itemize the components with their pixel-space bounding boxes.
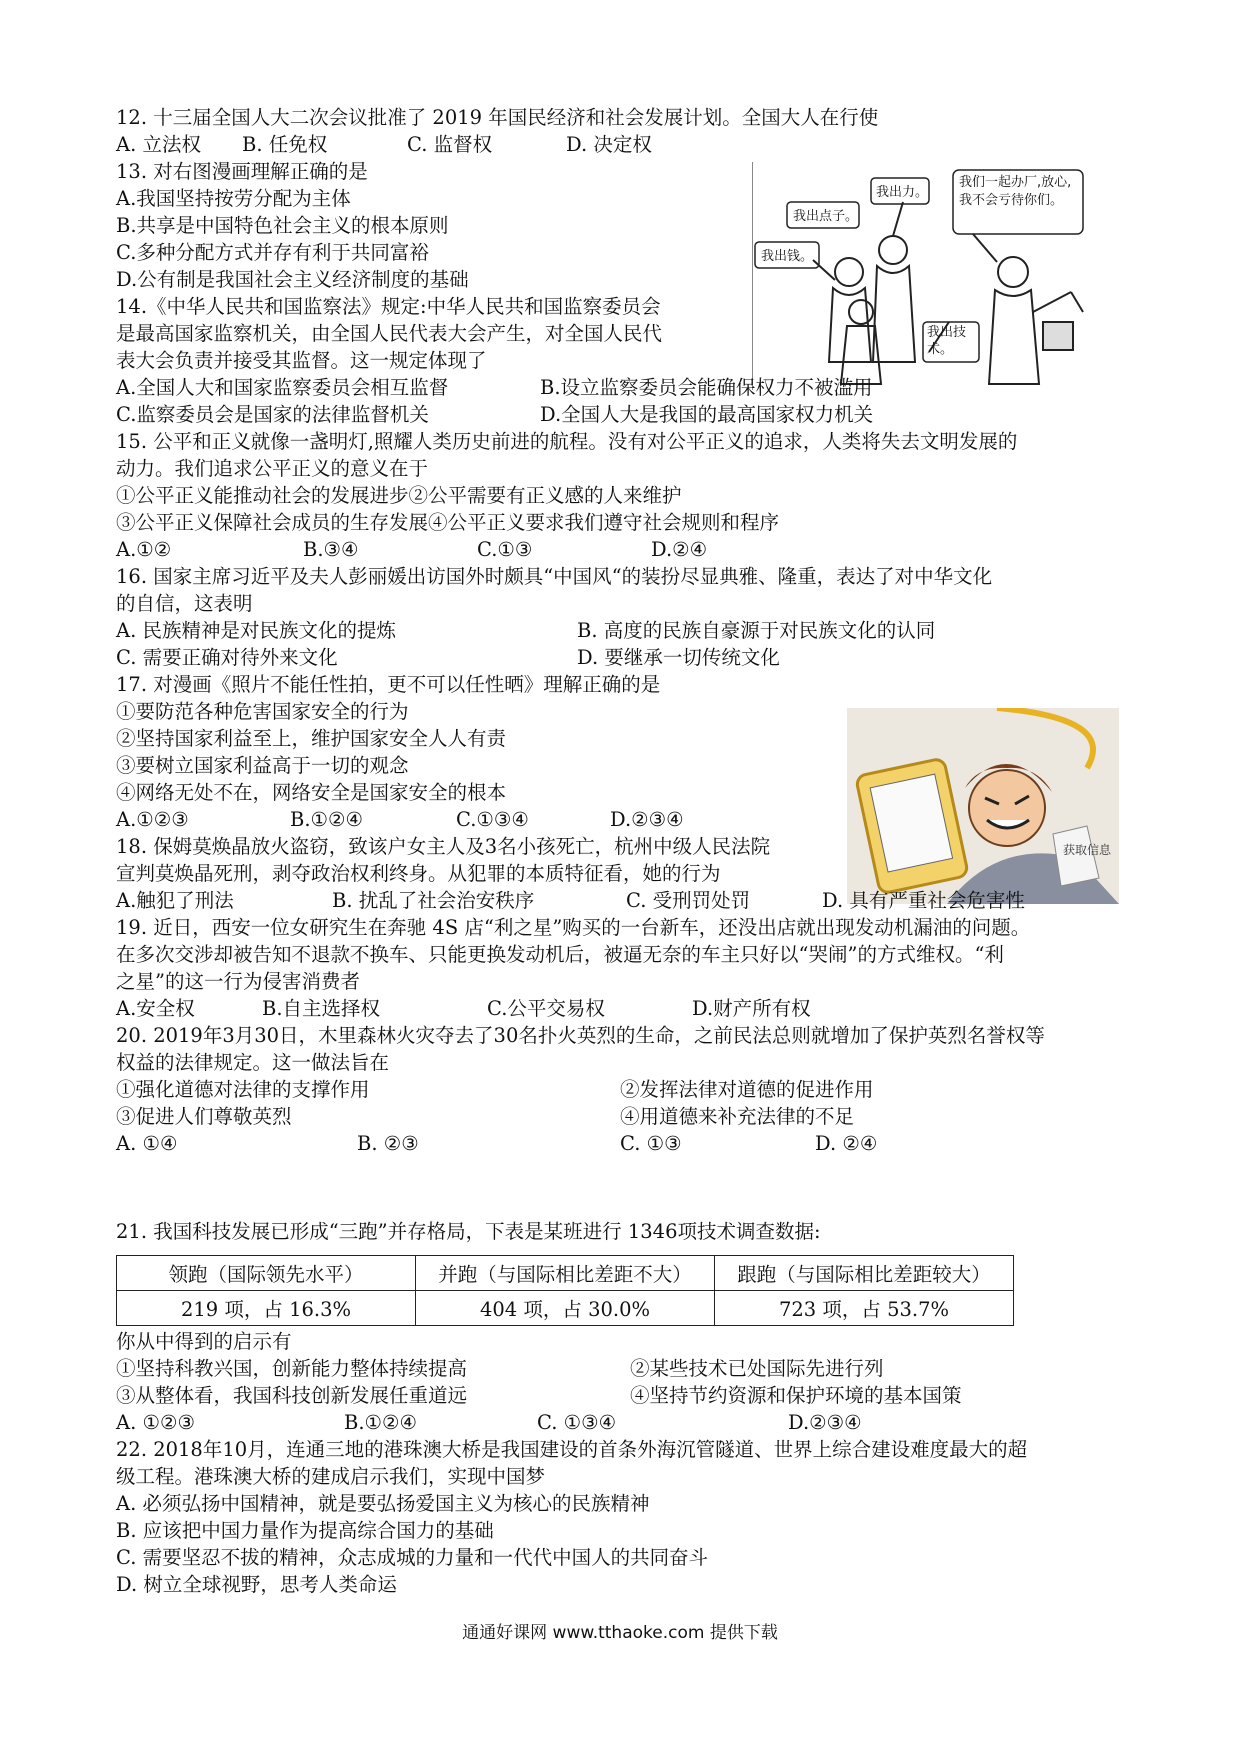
photo-privacy-cartoon bbox=[847, 708, 1119, 904]
q14-stem-line-2: 是最高国家监察机关，由全国人民代表大会产生，对全国人民代 bbox=[116, 322, 663, 345]
q19-option-c: C.公平交易权 bbox=[487, 997, 605, 1020]
cartoon-drawing bbox=[753, 162, 1115, 390]
q21-option-a: A. ①②③ bbox=[116, 1411, 195, 1434]
q22-stem-line-2: 级工程。港珠澳大桥的建成启示我们，实现中国梦 bbox=[116, 1465, 546, 1488]
q14-option-b: B.设立监察委员会能确保权力不被滥用 bbox=[540, 376, 873, 399]
q18-stem-line-1: 18. 保姆莫焕晶放火盗窃，致该户女主人及3名小孩死亡，杭州中级人民法院 bbox=[116, 835, 771, 858]
q18-option-a: A.触犯了刑法 bbox=[116, 889, 234, 912]
q20-option-d: D. ②④ bbox=[815, 1132, 878, 1155]
q15-stem-line-2: 动力。我们追求公平正义的意义在于 bbox=[116, 457, 429, 480]
q21-stem: 21. 我国科技发展已形成“三跑”并存格局，下表是某班进行 1346项技术调查数据: bbox=[116, 1220, 821, 1243]
q21-item-2: ②某些技术已处国际先进行列 bbox=[630, 1357, 884, 1380]
q16-stem-line-1: 16. 国家主席习近平及夫人彭丽媛出访国外时颇具“中国风“的装扮尽显典雅、隆重，表达了对中华文化 bbox=[116, 565, 993, 588]
q12-option-d: D. 决定权 bbox=[566, 133, 652, 156]
q17-stem: 17. 对漫画《照片不能任性拍，更不可以任性晒》理解正确的是 bbox=[116, 673, 661, 696]
q14-option-d: D.全国人大是我国的最高国家权力机关 bbox=[540, 403, 874, 426]
q19-option-d: D.财产所有权 bbox=[692, 997, 811, 1020]
q20-item-2: ②发挥法律对道德的促进作用 bbox=[620, 1078, 874, 1101]
q12-option-c: C. 监督权 bbox=[407, 133, 493, 156]
cartoon-bag-label: 获取信息 bbox=[1063, 843, 1112, 857]
cartoon-bubble-1: 我出点子。 bbox=[793, 209, 859, 224]
q12-option-b: B. 任免权 bbox=[242, 133, 328, 156]
q14-stem-line-3: 表大会负责并接受其监督。这一规定体现了 bbox=[116, 349, 487, 372]
q17-item-3: ③要树立国家利益高于一切的观念 bbox=[116, 754, 409, 777]
q22-option-a: A. 必须弘扬中国精神，就是要弘扬爱国主义为核心的民族精神 bbox=[116, 1492, 650, 1515]
q22-option-b: B. 应该把中国力量作为提高综合国力的基础 bbox=[116, 1519, 494, 1542]
table-row bbox=[117, 1291, 1014, 1326]
table-cell: 404 项，占 30.0% bbox=[416, 1291, 715, 1326]
table-cell: 723 项，占 53.7% bbox=[715, 1291, 1014, 1326]
q17-item-4: ④网络无处不在，网络安全是国家安全的根本 bbox=[116, 781, 507, 804]
table-header-cell: 跟跑（与国际相比差距较大） bbox=[715, 1256, 1014, 1291]
q22-option-d: D. 树立全球视野，思考人类命运 bbox=[116, 1573, 397, 1596]
table-header-cell: 并跑（与国际相比差距不大） bbox=[416, 1256, 715, 1291]
table-cell: 219 项，占 16.3% bbox=[117, 1291, 416, 1326]
q18-stem-line-2: 宣判莫焕晶死刑，剥夺政治权利终身。从犯罪的本质特征看，她的行为 bbox=[116, 862, 721, 885]
q17-option-b: B.①②④ bbox=[290, 808, 363, 831]
q21-option-c: C. ①③④ bbox=[537, 1411, 617, 1434]
q18-option-c: C. 受刑罚处罚 bbox=[626, 889, 751, 912]
q18-option-d: D. 具有严重社会危害性 bbox=[822, 889, 1025, 912]
q20-stem-line-1: 20. 2019年3月30日，木里森林火灾夺去了30名扑火英烈的生命，之前民法总则就增加了保护英烈名誉权等 bbox=[116, 1024, 1045, 1047]
q19-stem-line-2: 在多次交涉却被告知不退款不换车、只能更换发动机后，被逼无奈的车主只好以“哭闹”的方式维权。“利 bbox=[116, 943, 1004, 966]
q12-stem: 12. 十三届全国人大二次会议批准了 2019 年国民经济和社会发展计划。全国大人在行使 bbox=[116, 106, 879, 129]
q16-stem-line-2: 的自信，这表明 bbox=[116, 592, 253, 615]
q21-item-1: ①坚持科教兴国，创新能力整体持续提高 bbox=[116, 1357, 468, 1380]
q13-option-d: D.公有制是我国社会主义经济制度的基础 bbox=[116, 268, 469, 291]
q20-item-1: ①强化道德对法律的支撑作用 bbox=[116, 1078, 370, 1101]
q19-stem-line-1: 19. 近日，西安一位女研究生在奔驰 4S 店“利之星”购买的一台新车，还没出店就出现发动机漏油的问题。 bbox=[116, 916, 1031, 939]
cartoon-bubble-5: 我出技术。 bbox=[927, 325, 967, 357]
page-footer: 通通好课网 www.tthaoke.com 提供下载 bbox=[462, 1623, 778, 1643]
q17-item-1: ①要防范各种危害国家安全的行为 bbox=[116, 700, 409, 723]
q19-option-b: B.自主选择权 bbox=[262, 997, 381, 1020]
q17-item-2: ②坚持国家利益至上，维护国家安全人人有责 bbox=[116, 727, 507, 750]
q16-option-c: C. 需要正确对待外来文化 bbox=[116, 646, 338, 669]
q17-option-a: A.①②③ bbox=[116, 808, 189, 831]
q14-option-a: A.全国人大和国家监察委员会相互监督 bbox=[116, 376, 449, 399]
q12-option-a: A. 立法权 bbox=[116, 133, 201, 156]
tech-survey-table bbox=[116, 1255, 1014, 1326]
q15-items-line-2: ③公平正义保障社会成员的生存发展④公平正义要求我们遵守社会规则和程序 bbox=[116, 511, 780, 534]
q16-option-d: D. 要继承一切传统文化 bbox=[577, 646, 780, 669]
cartoon-drawing-2 bbox=[847, 708, 1119, 904]
q21-item-3: ③从整体看，我国科技创新发展任重道远 bbox=[116, 1384, 468, 1407]
q15-option-a: A.①② bbox=[116, 538, 172, 561]
q19-stem-line-3: 之星”的这一行为侵害消费者 bbox=[116, 970, 360, 993]
q13-stem: 13. 对右图漫画理解正确的是 bbox=[116, 160, 368, 183]
q15-stem-line-1: 15. 公平和正义就像一盏明灯,照耀人类历史前进的航程。没有对公平正义的追求，人类将失去文明发展的 bbox=[116, 430, 1018, 453]
q22-stem-line-1: 22. 2018年10月，连通三地的港珠澳大桥是我国建设的首条外海沉管隧道、世界上综合建设难度最大的超 bbox=[116, 1438, 1028, 1461]
q20-item-4: ④用道德来补充法律的不足 bbox=[620, 1105, 855, 1128]
q13-option-b: B.共享是中国特色社会主义的根本原则 bbox=[116, 214, 449, 237]
q16-option-a: A. 民族精神是对民族文化的提炼 bbox=[116, 619, 396, 642]
q18-option-b: B. 扰乱了社会治安秩序 bbox=[332, 889, 535, 912]
q13-option-a: A.我国坚持按劳分配为主体 bbox=[116, 187, 351, 210]
q13-option-c: C.多种分配方式并存有利于共同富裕 bbox=[116, 241, 429, 264]
q15-option-d: D.②④ bbox=[651, 538, 708, 561]
q21-option-b: B.①②④ bbox=[344, 1411, 417, 1434]
q20-stem-line-2: 权益的法律规定。这一做法旨在 bbox=[116, 1051, 390, 1074]
cooperation-cartoon bbox=[752, 162, 1115, 390]
q19-option-a: A.安全权 bbox=[116, 997, 195, 1020]
cartoon-bubble-3: 我们一起办厂,放心,我不会亏待你们。 bbox=[959, 175, 1072, 208]
q21-after-table: 你从中得到的启示有 bbox=[116, 1330, 292, 1353]
q15-option-b: B.③④ bbox=[303, 538, 359, 561]
q20-item-3: ③促进人们尊敬英烈 bbox=[116, 1105, 292, 1128]
q16-option-b: B. 高度的民族自豪源于对民族文化的认同 bbox=[577, 619, 936, 642]
q14-option-c: C.监察委员会是国家的法律监督机关 bbox=[116, 403, 429, 426]
q20-option-c: C. ①③ bbox=[620, 1132, 682, 1155]
table-header-row bbox=[117, 1256, 1014, 1291]
cartoon-bubble-2: 我出力。 bbox=[876, 185, 929, 200]
q21-item-4: ④坚持节约资源和保护环境的基本国策 bbox=[630, 1384, 962, 1407]
q22-option-c: C. 需要坚忍不拔的精神，众志成城的力量和一代代中国人的共同奋斗 bbox=[116, 1546, 709, 1569]
q17-option-d: D.②③④ bbox=[610, 808, 684, 831]
q17-option-c: C.①③④ bbox=[456, 808, 529, 831]
q14-stem-line-1: 14.《中华人民共和国监察法》规定:中华人民共和国监察委员会 bbox=[116, 295, 661, 318]
q15-option-c: C.①③ bbox=[477, 538, 533, 561]
cartoon-bubble-4: 我出钱。 bbox=[761, 249, 814, 264]
q21-option-d: D.②③④ bbox=[788, 1411, 862, 1434]
q20-option-b: B. ②③ bbox=[357, 1132, 419, 1155]
q20-option-a: A. ①④ bbox=[116, 1132, 178, 1155]
q15-items-line-1: ①公平正义能推动社会的发展进步②公平需要有正义感的人来维护 bbox=[116, 484, 682, 507]
table-header-cell: 领跑（国际领先水平） bbox=[117, 1256, 416, 1291]
